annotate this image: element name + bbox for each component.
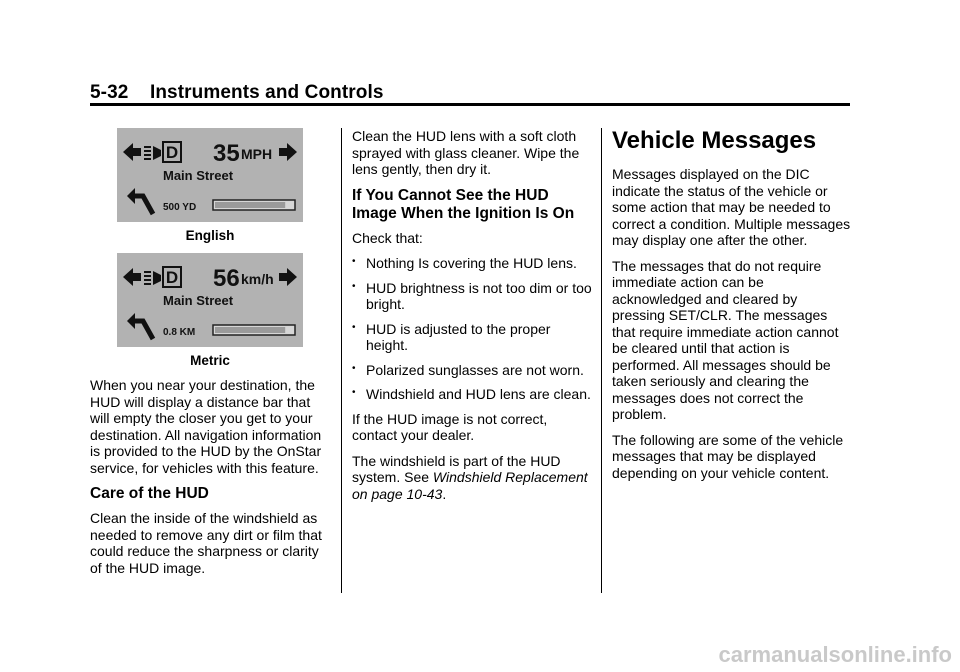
gear-indicator: D (165, 267, 179, 287)
distance-label: 0.8 KM (163, 326, 196, 338)
paragraph: When you near your destination, the HUD will display a distance bar that will empty the closer you get to your destination. All navigation information is provided to the HUD by the OnStar service, for vehicles with this feature. (90, 377, 322, 476)
paragraph: The following are some of the vehicle messages that may be displayed depending on your vehicle content. (612, 431, 844, 481)
distance-bar-fill (215, 327, 285, 333)
watermark: carmanualsonline.info (718, 642, 952, 667)
hud-display-metric (117, 253, 303, 347)
hud-figure-english (90, 128, 330, 245)
hud-figure-metric (90, 253, 330, 370)
paragraph: The messages that do not require immediate action can be acknowledged and cleared by pressing SET/CLR. The messages that require immediate action cannot be cleared until that action is performed. All messages should be taken seriously and clearing the messages does not correct the problem. (612, 257, 839, 422)
text: The windshield is part of the HUD system. See (352, 452, 561, 485)
column-divider (341, 128, 342, 593)
speed-unit: km/h (241, 270, 274, 287)
column-3 (612, 128, 852, 490)
street-name: Main Street (163, 292, 234, 308)
page-number: 5-32 (90, 82, 129, 103)
checklist (352, 255, 592, 403)
paragraph (352, 453, 592, 503)
text: . (442, 485, 447, 502)
speed-value: 56 (213, 264, 240, 292)
list-item: • Windshield and HUD lens are clean. (352, 386, 592, 403)
section-title: Instruments and Controls (149, 82, 384, 103)
list-item: • HUD brightness is not too dim or too bright. (352, 280, 592, 313)
section-title-large: Vehicle Messages (612, 127, 817, 154)
speed-value: 35 (213, 140, 240, 167)
paragraph: Check that: (352, 229, 423, 246)
section-heading: Care of the HUD (90, 485, 209, 502)
distance-label: 500 YD (163, 202, 197, 213)
paragraph: Clean the inside of the windshield as needed to remove any dirt or film that could reduce the sharpness or clarity of the HUD image. (90, 510, 322, 576)
street-name: Main Street (163, 168, 234, 183)
cross-reference-link[interactable]: Windshield Replacement on page 10-43 (352, 469, 588, 502)
list-item: • Polarized sunglasses are not worn. (352, 362, 592, 379)
page-header (90, 82, 384, 104)
gear-indicator: D (165, 143, 179, 162)
figure-caption: English (185, 228, 235, 243)
list-item: • Nothing Is covering the HUD lens. (352, 255, 592, 272)
column-1 (90, 128, 330, 585)
header-rule (90, 103, 850, 106)
paragraph: Clean the HUD lens with a soft cloth sprayed with glass cleaner. Wipe the lens gently, then dry it. (352, 128, 580, 177)
figure-caption: Metric (190, 352, 230, 368)
speed-unit: MPH (241, 146, 273, 162)
paragraph: Messages displayed on the DIC indicate the status of the vehicle or some action that may be needed to correct a condition. Multiple messages may display one after the other. (612, 166, 851, 248)
distance-bar-fill (215, 202, 285, 208)
paragraph: If the HUD image is not correct, contact your dealer. (352, 410, 548, 443)
section-heading: If You Cannot See the HUD Image When the Ignition Is On (352, 186, 575, 222)
list-item: • HUD is adjusted to the proper height. (352, 321, 592, 354)
hud-display-english (117, 128, 303, 222)
column-2 (352, 128, 592, 511)
column-divider (601, 128, 602, 593)
